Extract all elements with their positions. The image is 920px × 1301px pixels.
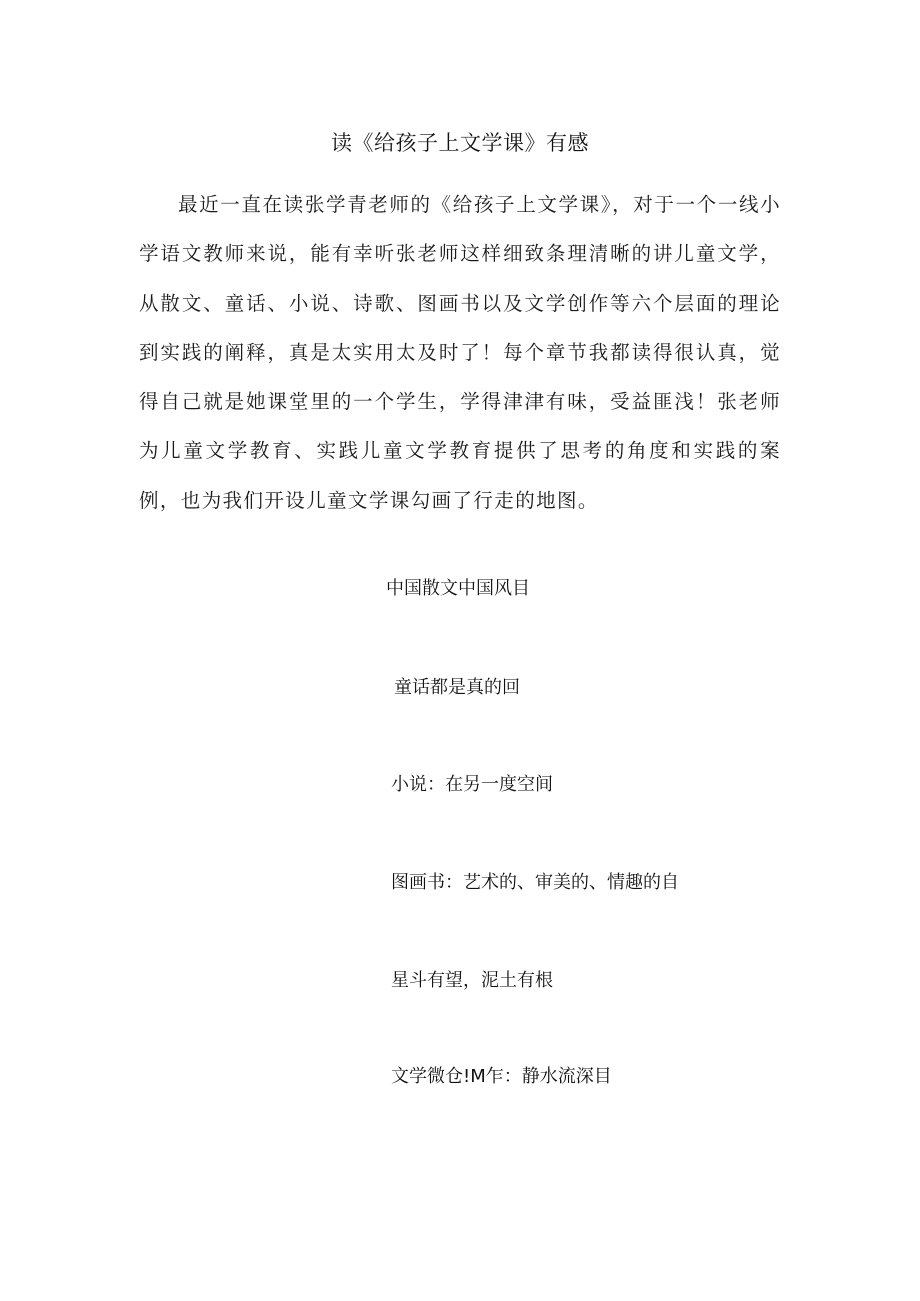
toc-item-prose: 中国散文中国风目 [386,578,530,599]
toc-item-novel: 小说：在另一度空间 [391,774,553,795]
toc-item-picture-book: 图画书：艺术的、审美的、情趣的自 [391,872,679,893]
toc-item-creative-writing: 文学微仓!M乍：静水流深目 [391,1066,612,1087]
document-title: 读《给孩子上文学课》有感 [331,131,589,155]
toc-item-fairy-tale: 童话都是真的回 [394,677,520,698]
intro-paragraph: 最近一直在读张学青老师的《给孩子上文学课》，对于一个一线小学语文教师来说，能有幸听张老师这样细致条理清晰的讲儿童文学，从散文、童话、小说、诗歌、图画书以及文学创作等六个层面的理论到实践的阐释，真是太实用太及时了！每个章节我都读得很认真，觉得自己就是她课堂里的一个学生，学得津津有味，受益匪浅！张老师为儿童文学教育、实践儿童文学教育提供了思考的角度和实践的案例，也为我们开设儿童文学课勾画了行走的地图。 [139,193,781,512]
toc-item-poetry: 星斗有望，泥土有根 [391,970,553,991]
